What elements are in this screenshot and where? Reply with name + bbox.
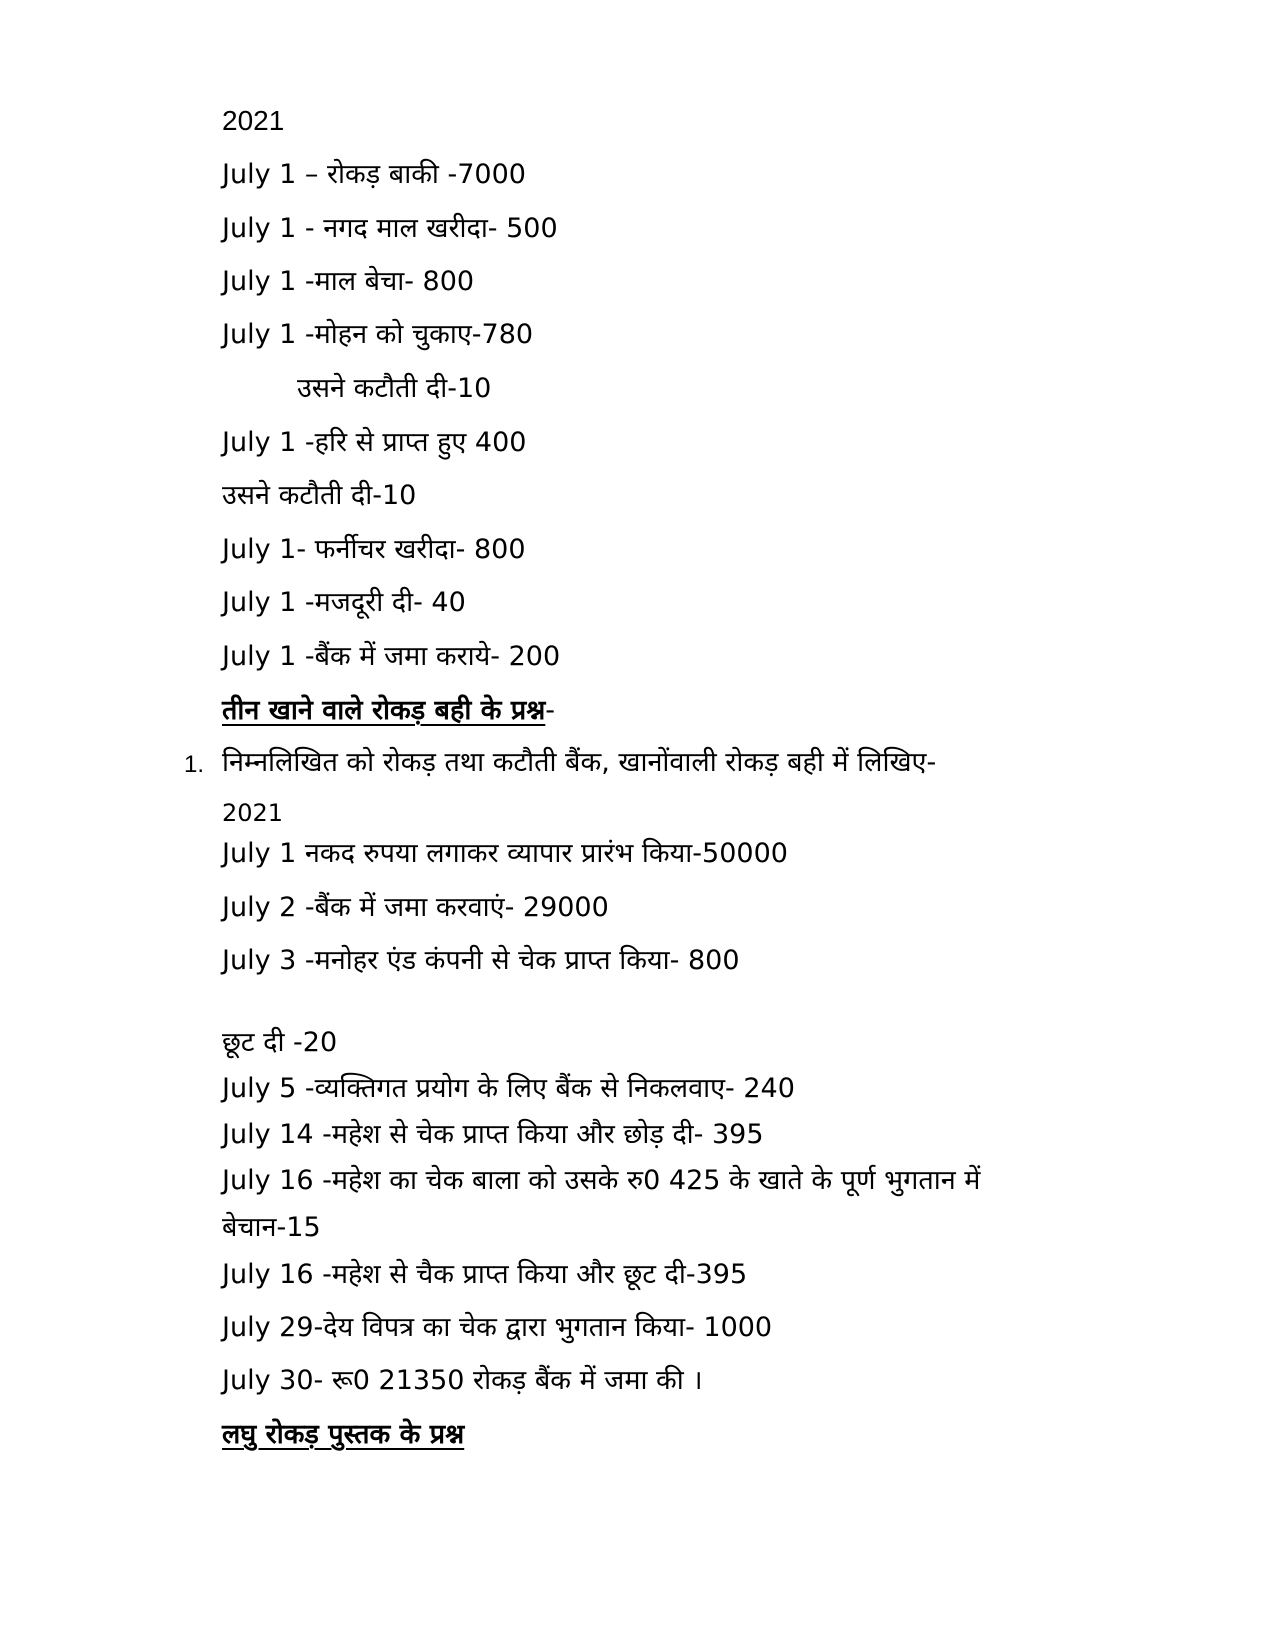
entry-line: July 16 -महेश का चेक बाला को उसके रु0 425 के खाते के पूर्ण भुगतान में bbox=[222, 1165, 981, 1196]
year-label: 2021 bbox=[222, 105, 285, 136]
entry-line: July 1 -मोहन को चुकाए-780 bbox=[222, 319, 534, 350]
entry-line: July 2 -बैंक में जमा करवाएं- 29000 bbox=[222, 892, 609, 923]
entry-line: July 1 -हरि से प्राप्त हुए 400 bbox=[222, 427, 527, 458]
question-number: 1. bbox=[184, 751, 205, 778]
entry-line: July 1 -मजदूरी दी- 40 bbox=[222, 587, 466, 618]
entry-line: July 1 नकद रुपया लगाकर व्यापार प्रारंभ किया-50000 bbox=[222, 838, 788, 869]
entry-line-continuation: उसने कटौती दी-10 bbox=[222, 480, 417, 511]
entry-line: July 1 -बैंक में जमा कराये- 200 bbox=[222, 641, 561, 672]
entry-line-continuation: उसने कटौती दी-10 bbox=[297, 373, 492, 404]
section-heading-three-column bbox=[222, 694, 555, 728]
entry-line: July 1 – रोकड़ बाकी -7000 bbox=[222, 159, 526, 190]
entry-line: July 5 -व्यक्तिगत प्रयोग के लिए बैंक से निकलवाए- 240 bbox=[222, 1073, 795, 1104]
section-heading-text: लघु रोकड़ पुस्तक के प्रश्न bbox=[222, 1419, 465, 1450]
question-text: निम्नलिखित को रोकड़ तथा कटौती बैंक, खानोंवाली रोकड़ बही में लिखिए- bbox=[222, 747, 937, 778]
section-heading-text: तीन खाने वाले रोकड़ बही के प्रश्न bbox=[222, 695, 546, 726]
entry-line: July 1- फर्नीचर खरीदा- 800 bbox=[222, 534, 526, 565]
entry-line: July 30- रू0 21350 रोकड़ बैंक में जमा की । bbox=[222, 1365, 703, 1396]
entry-line: July 29-देय विपत्र का चेक द्वारा भुगतान किया- 1000 bbox=[222, 1312, 773, 1343]
entry-line: July 1 -माल बेचा- 800 bbox=[222, 266, 475, 297]
entry-line-continuation: बेचान-15 bbox=[222, 1212, 321, 1243]
entry-line: July 1 - नगद माल खरीदा- 500 bbox=[222, 213, 558, 244]
section-heading-petty-cash bbox=[222, 1418, 464, 1452]
section-heading-suffix: - bbox=[545, 695, 556, 726]
entry-line: July 14 -महेश से चेक प्राप्त किया और छोड़ दी- 395 bbox=[222, 1119, 764, 1150]
entry-line-continuation: छूट दी -20 bbox=[222, 1027, 338, 1058]
entry-line: July 16 -महेश से चैक प्राप्त किया और छूट दी-395 bbox=[222, 1259, 748, 1290]
entry-line: July 3 -मनोहर एंड कंपनी से चेक प्राप्त किया- 800 bbox=[222, 945, 740, 976]
year-label: 2021 bbox=[222, 799, 284, 827]
